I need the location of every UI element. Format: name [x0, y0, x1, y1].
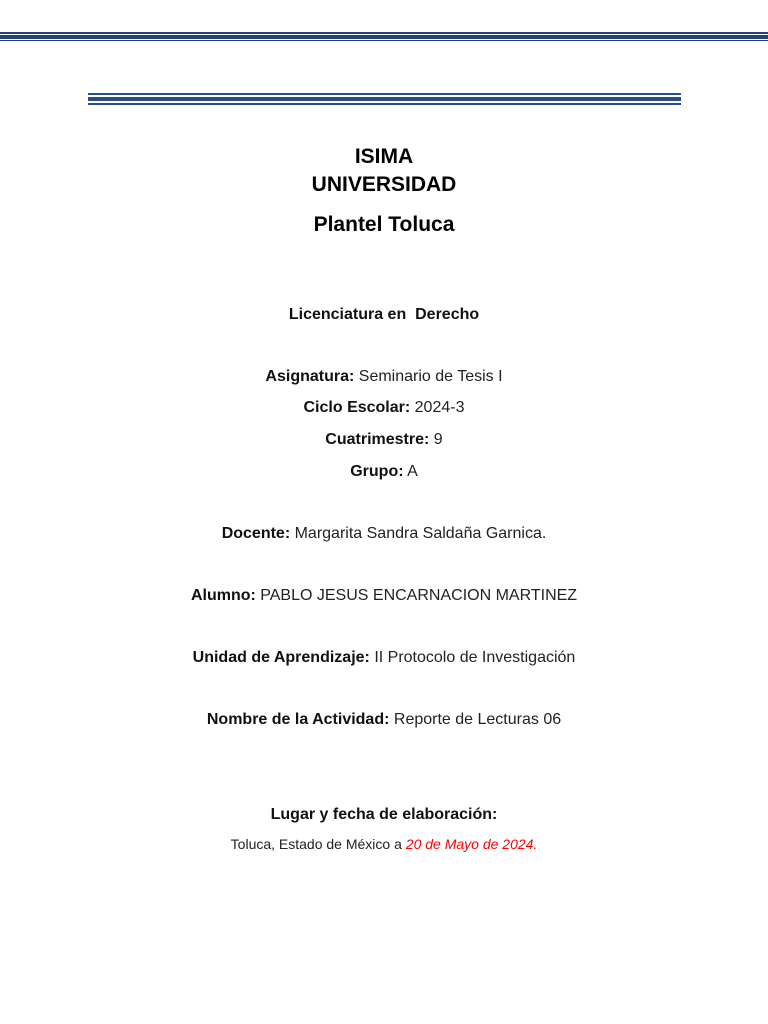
top-border-rule: [0, 32, 768, 41]
unidad-label: Unidad de Aprendizaje:: [192, 649, 370, 666]
docente-value: Margarita Sandra Saldaña Garnica.: [294, 525, 547, 542]
institution-name-line2: UNIVERSIDAD: [311, 173, 457, 196]
institution-name-line1: ISIMA: [354, 145, 414, 168]
cuatrimestre-label: Cuatrimestre:: [325, 431, 430, 448]
header-decorative-rule: [88, 93, 681, 106]
grupo-row: [0, 463, 768, 481]
place-date-row: [0, 836, 768, 852]
actividad-value: Reporte de Lecturas 06: [393, 711, 562, 728]
asignatura-value: Seminario de Tesis I: [358, 368, 503, 385]
alumno-row: [0, 587, 768, 605]
alumno-value: PABLO JESUS ENCARNACION MARTINEZ: [260, 587, 578, 604]
date-text: 20 de Mayo de 2024.: [405, 836, 538, 852]
alumno-label: Alumno:: [190, 587, 256, 604]
asignatura-row: [0, 368, 768, 386]
program-title: Licenciatura en Derecho: [288, 306, 480, 323]
ciclo-value: 2024-3: [414, 399, 465, 416]
ciclo-label: Ciclo Escolar:: [303, 399, 411, 416]
grupo-value: A: [407, 463, 418, 480]
ciclo-row: [0, 399, 768, 417]
cuatrimestre-value: 9: [433, 431, 443, 448]
unidad-value: II Protocolo de Investigación: [374, 649, 576, 666]
actividad-row: [0, 711, 768, 729]
docente-row: [0, 525, 768, 543]
asignatura-label: Asignatura:: [265, 368, 355, 385]
docente-label: Docente:: [221, 525, 291, 542]
campus-title: Plantel Toluca: [313, 213, 455, 236]
actividad-label: Nombre de la Actividad:: [206, 711, 390, 728]
place-text: Toluca, Estado de México a: [230, 836, 402, 852]
cuatrimestre-row: [0, 431, 768, 449]
place-date-heading: Lugar y fecha de elaboración:: [270, 806, 498, 823]
grupo-label: Grupo:: [350, 463, 404, 480]
unidad-row: [0, 649, 768, 667]
